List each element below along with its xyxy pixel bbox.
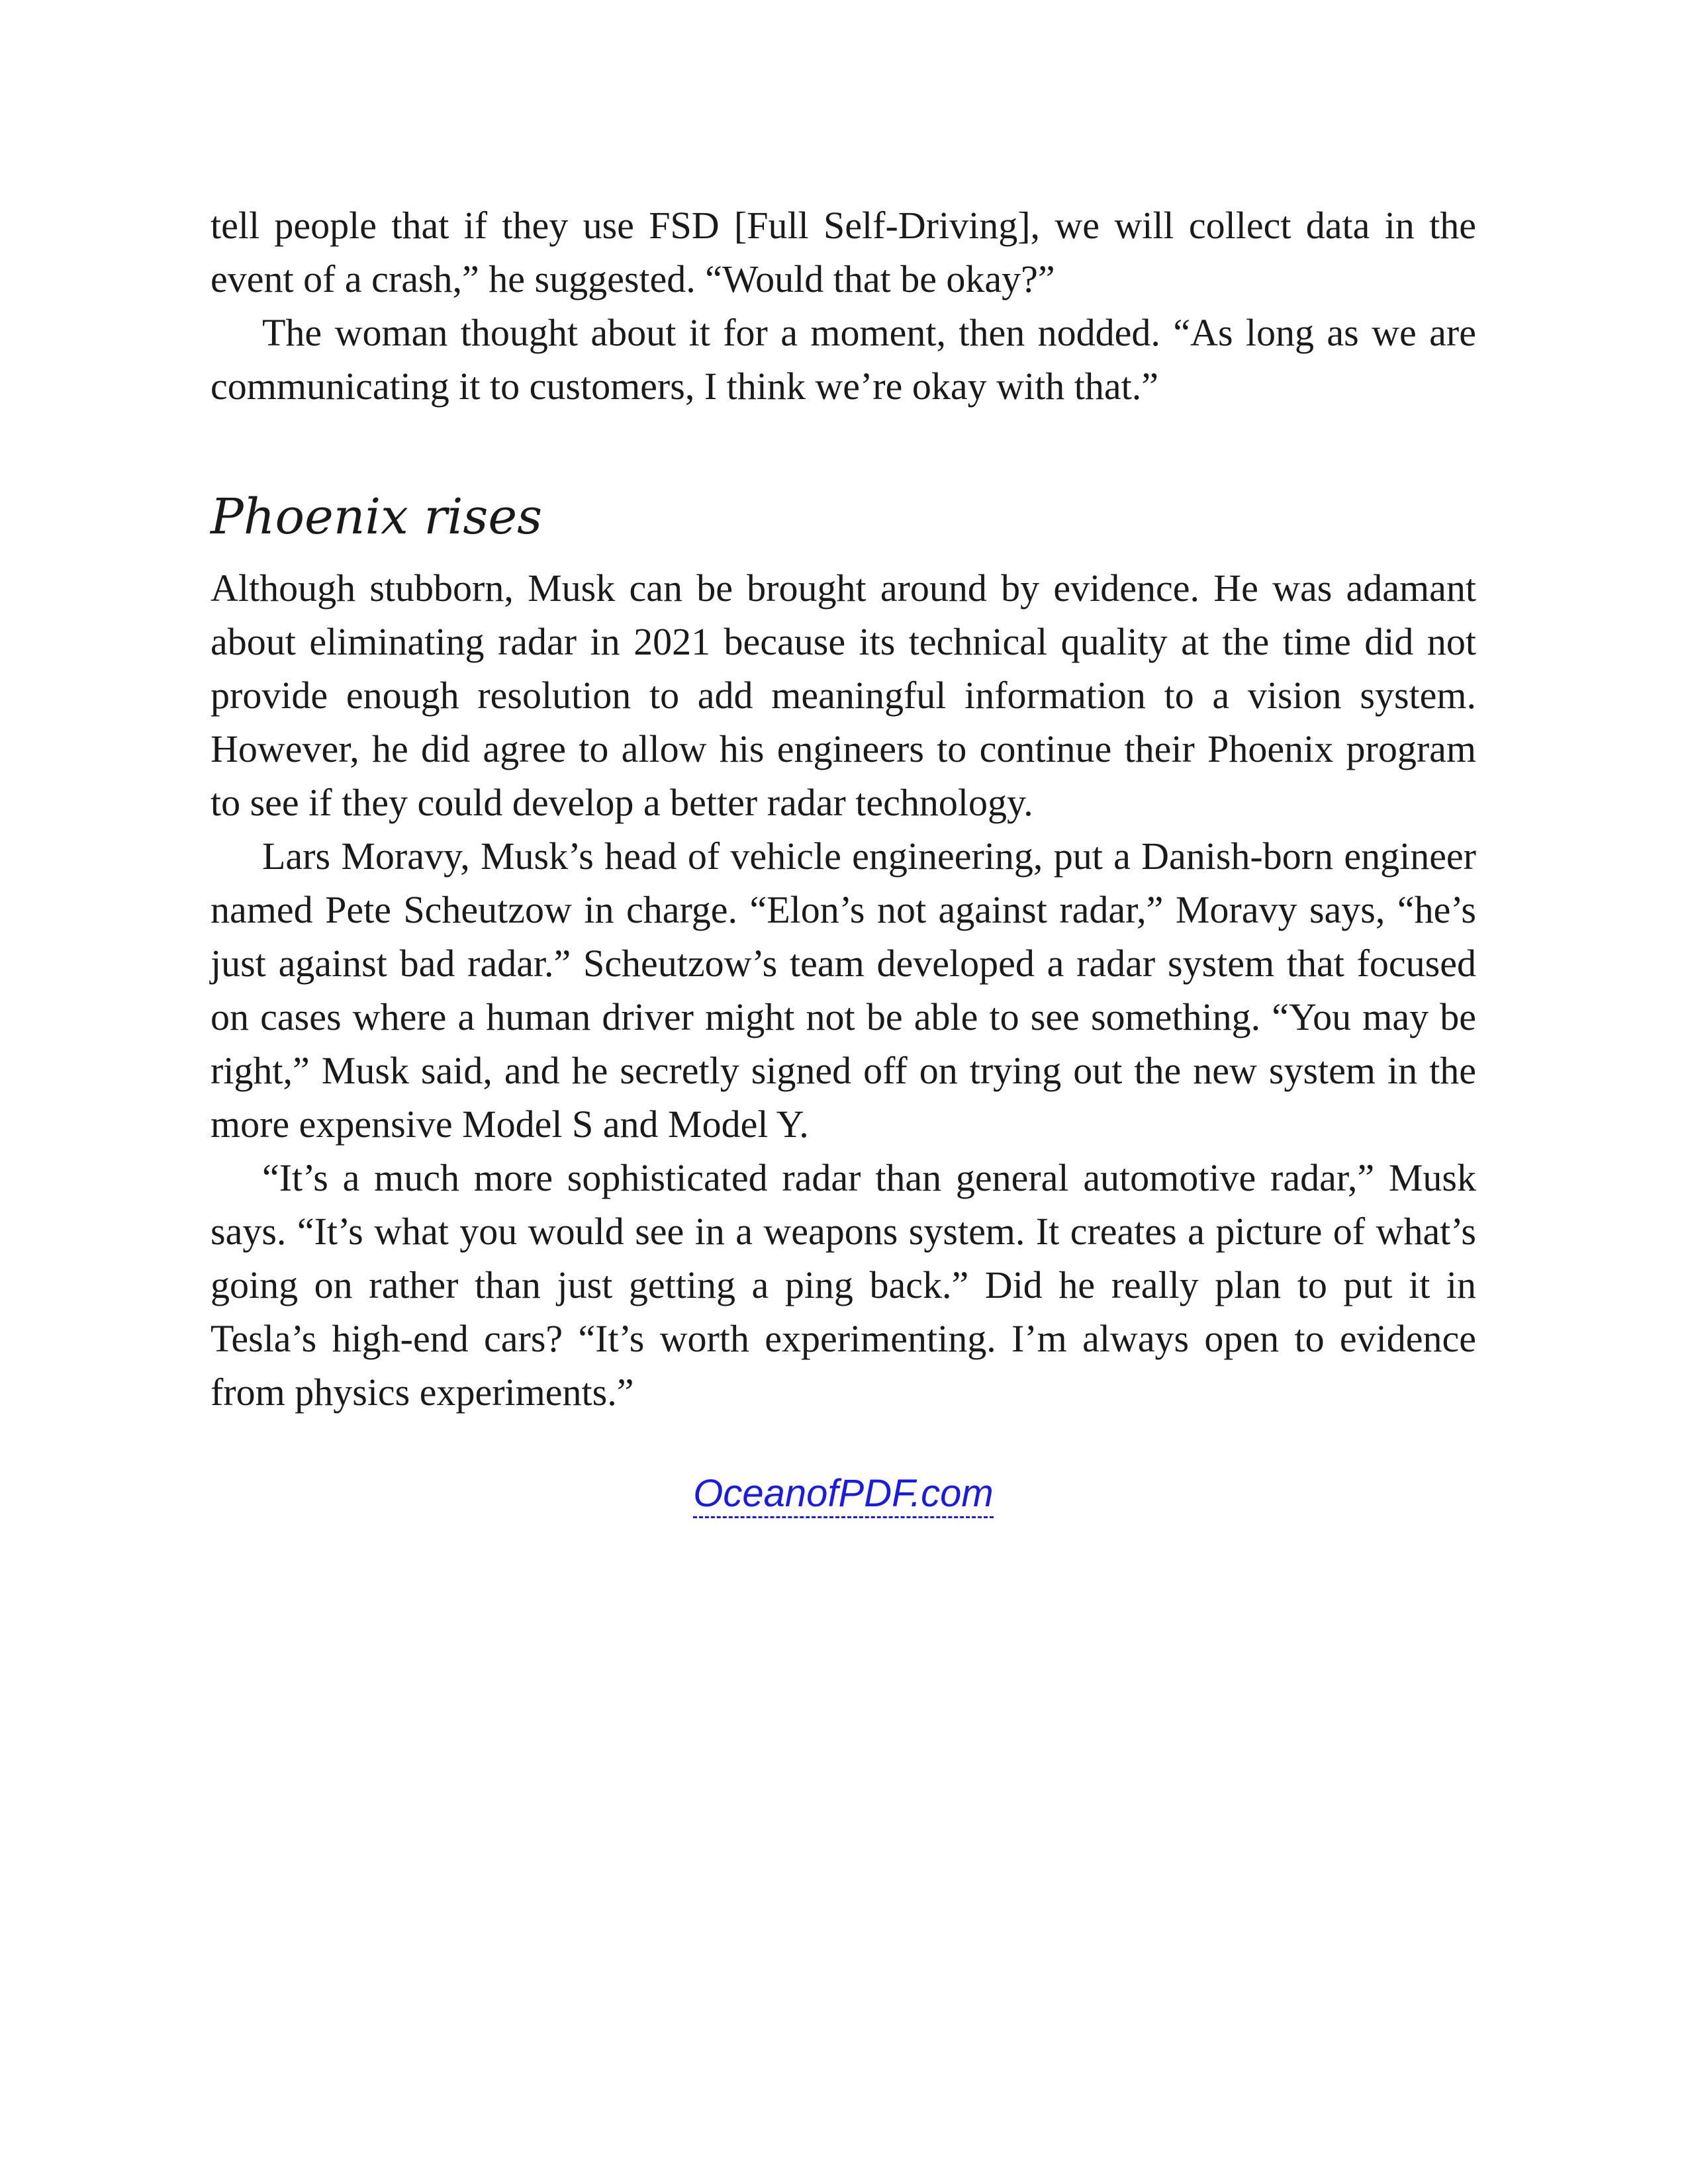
body-paragraph: Although stubborn, Musk can be brought around by evidence. He was adamant about eliminating radar in 2021 because its technical quality at the time did not provide enough resolution to add meaningful information to a vision system. However, he did agree to allow his engineers to continue their Phoenix program to see if they could develop a better radar technology. [211, 567, 1476, 824]
body-paragraph: “It’s a much more sophisticated radar than general automotive radar,” Musk says. “It’s what you would see in a weapons system. It creates a picture of what’s going on rather than just getting a ping back.” Did he really plan to put it in Tesla’s high-end cars? “It’s worth experimenting. I’m always open to evidence from physics experiments.” [211, 1156, 1476, 1414]
document-page [211, 199, 1476, 1520]
oceanofpdf-link[interactable]: OceanofPDF.com [693, 1472, 993, 1518]
section-heading: Phoenix rises [211, 488, 543, 545]
continuation-paragraph: tell people that if they use FSD [Full Self-Driving], we will collect data in the event of a crash,” he suggested. “Would that be okay?” [211, 204, 1476, 300]
body-paragraph: Lars Moravy, Musk’s head of vehicle engineering, put a Danish-born engineer named Pete Scheutzow in charge. “Elon’s not against radar,” Moravy says, “he’s just against bad radar.” Scheutzow’s team developed a radar system that focused on cases where a human driver might not be able to see something. “You may be right,” Musk said, and he secretly signed off on trying out the new system in the more expensive Model S and Model Y. [211, 835, 1476, 1146]
footer-link-container [211, 1467, 1476, 1520]
body-paragraph: The woman thought about it for a moment, then nodded. “As long as we are communicating it to customers, I think we’re okay with that.” [211, 311, 1476, 408]
